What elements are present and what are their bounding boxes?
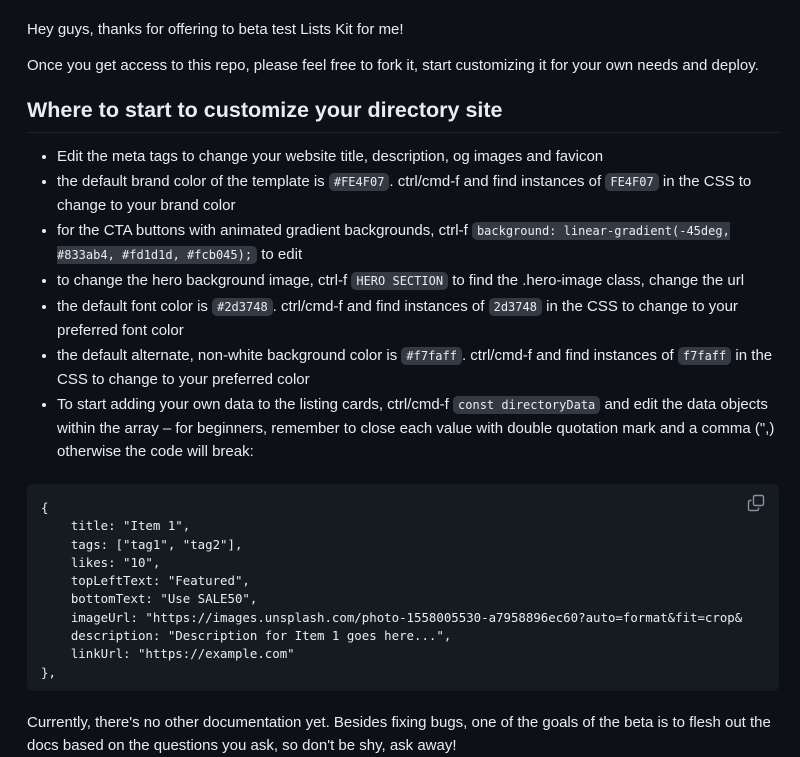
outro-paragraph: Currently, there's no other documentation yet. Besides fixing bugs, one of the goals of the beta is to flesh out the docs based on the questions you ask, so don't be shy, ask away!: [27, 714, 771, 754]
list-item-text: in the CSS to change to your preferred color: [57, 347, 773, 388]
list-item-text: and edit the data objects within the array – for beginners, remember to close each value with double quotation mark and a comma (",) otherwise the code will break:: [57, 396, 775, 460]
inline-code: background: linear-gradient(-45deg, #833ab4, #fd1d1d, #fcb045);: [57, 224, 730, 262]
inline-code: #FE4F07: [329, 173, 390, 191]
list-item-brand-color: [57, 170, 779, 217]
list-item-text: to find the .hero-image class, change the url: [448, 272, 745, 289]
list-item-text: To start adding your own data to the listing cards, ctrl/cmd-f: [57, 396, 454, 413]
copy-button[interactable]: [747, 494, 765, 512]
list-item-text: . ctrl/cmd-f and find instances of: [272, 298, 489, 315]
inline-code: #2d3748: [212, 298, 273, 316]
list-item-text: . ctrl/cmd-f and find instances of: [389, 173, 606, 190]
list-item-meta: [57, 145, 779, 168]
inline-code: #f7faff: [401, 347, 462, 365]
copy-icon: [747, 494, 765, 512]
code-block: [27, 484, 779, 691]
inline-code: HERO SECTION: [351, 272, 448, 290]
list-item-text: the default font color is: [57, 298, 213, 315]
list-item-text: the default alternate, non-white background color is: [57, 347, 402, 364]
list-item-cta-buttons: [57, 219, 779, 267]
list-item-listing-data: [57, 393, 779, 463]
list-item-text: the default brand color of the template is: [57, 173, 329, 190]
inline-code: FE4F07: [605, 173, 658, 191]
section-heading: Where to start to customize your directory site: [27, 95, 779, 133]
list-item-text: for the CTA buttons with animated gradient backgrounds, ctrl-f: [57, 222, 472, 239]
list-item-text: Edit the meta tags to change your website title, description, og images and favicon: [57, 148, 604, 165]
list-item-text: in the CSS to change to your brand color: [57, 173, 752, 214]
list-item-text: to change the hero background image, ctrl-f: [57, 272, 352, 289]
readme-content: [27, 18, 779, 757]
inline-code: const directoryData: [453, 396, 600, 414]
intro-line-2: Once you get access to this repo, please feel free to fork it, start customizing it for your own needs and deploy.: [27, 57, 759, 74]
list-item-font-color: [57, 295, 779, 342]
list-item-text: . ctrl/cmd-f and find instances of: [461, 347, 678, 364]
list-item-hero-image: [57, 269, 779, 293]
customization-steps-list: [27, 145, 779, 463]
inline-code: 2d3748: [489, 298, 542, 316]
intro-line-1: Hey guys, thanks for offering to beta test Lists Kit for me!: [27, 21, 404, 38]
list-item-alt-background: [57, 344, 779, 391]
list-item-text: to edit: [257, 246, 303, 263]
inline-code: f7faff: [678, 347, 731, 365]
code-block-content[interactable]: { title: "Item 1", tags: ["tag1", "tag2"], likes: "10", topLeftText: "Featured", bottomText: "Use SALE50", imageUrl: "https://images.unsplash.com/photo-1558005530-a7958896ec60?auto=format&fit=crop& description: "Description for Item 1 goes here...", linkUrl: "https://example.com" },: [41, 500, 743, 680]
list-item-text: in the CSS to change to your preferred font color: [57, 298, 738, 339]
